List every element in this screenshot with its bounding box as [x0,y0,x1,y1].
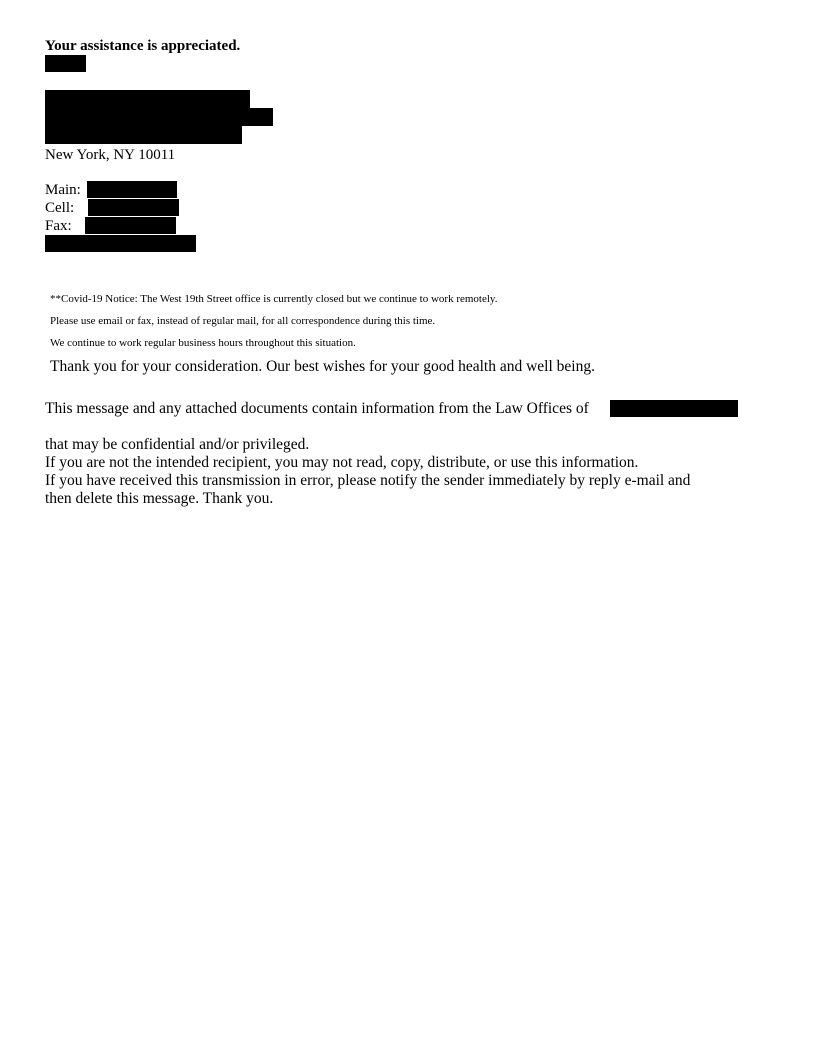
redacted-law-office-name [610,400,738,417]
covid-notice-line-3: We continue to work regular business hours throughout this situation. [50,337,356,349]
redacted-address-line-1 [45,90,250,108]
main-phone-label: Main: [45,182,81,198]
closing-line: Your assistance is appreciated. [45,38,241,54]
covid-notice-line-1: **Covid-19 Notice: The West 19th Street office is currently closed but we continue to work remotely. [50,293,498,305]
redacted-cell-phone [88,199,179,216]
redacted-fax-number [85,217,176,234]
redacted-main-phone [87,181,177,198]
city-state-zip: New York, NY 10011 [45,147,176,163]
redacted-name [45,55,86,72]
redacted-address-line-2 [45,108,273,126]
thank-you-line: Thank you for your consideration. Our best wishes for your good health and well being. [50,358,595,375]
disclaimer-line-1: This message and any attached documents contain information from the Law Offices of [45,400,589,417]
covid-notice-line-2: Please use email or fax, instead of regular mail, for all correspondence during this time. [50,315,436,327]
cell-phone-label: Cell: [45,200,75,216]
fax-label: Fax: [45,218,72,234]
disclaimer-line-3: If you are not the intended recipient, you may not read, copy, distribute, or use this information. [45,454,639,471]
disclaimer-line-4: If you have received this transmission in error, please notify the sender immediately by reply e-mail and [45,472,691,489]
redacted-address-line-3 [45,126,242,144]
disclaimer-line-2: that may be confidential and/or privileged. [45,436,310,453]
disclaimer-line-5: then delete this message. Thank you. [45,490,274,507]
redacted-email-address [45,235,196,252]
